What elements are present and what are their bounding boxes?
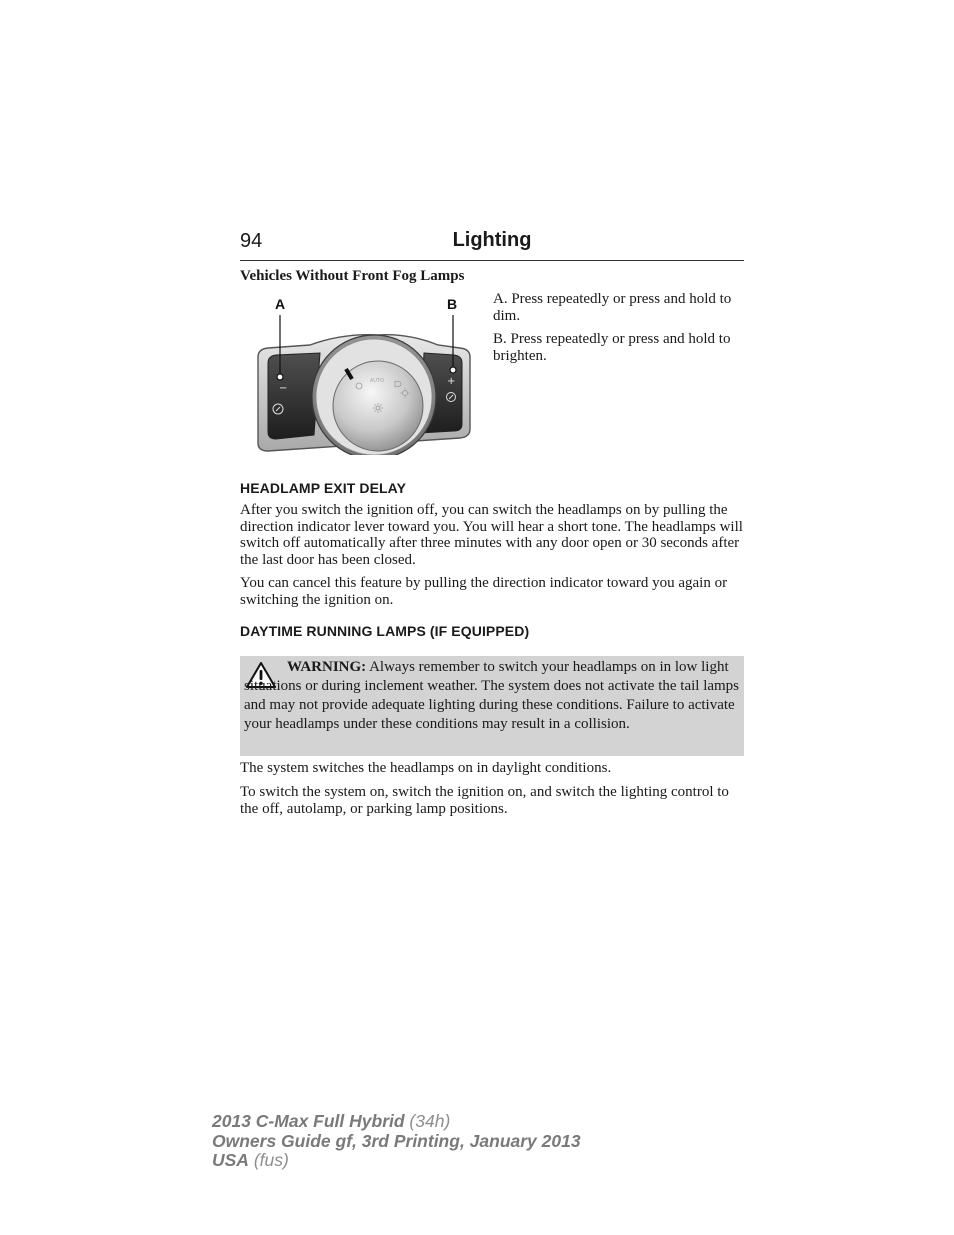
callout-a-text: A. Press repeatedly or press and hold to dim. [493,291,732,324]
paragraph-drl-2: To switch the system on, switch the ignition on, and switch the lighting control to the off, autolamp, or parking lamp positions. [240,784,729,817]
paragraph-exit-delay-2: You can cancel this feature by pulling the direction indicator toward you again or switching the ignition on. [240,575,728,608]
callout-b-text: B. Press repeatedly or press and hold to brighten. [493,331,731,364]
auto-lamp-icon: AUTO [370,378,385,384]
section-title: Lighting [452,229,532,251]
callout-label-b: B [447,296,458,312]
callout-label-a: A [275,296,286,312]
lighting-control-illustration [248,293,476,455]
footer-model: 2013 C-Max Full Hybrid [212,1111,405,1131]
heading-headlamp-exit-delay: HEADLAMP EXIT DELAY [240,480,407,496]
page-header [240,228,744,261]
footer-line-1 [212,1112,581,1132]
warning-label: WARNING: [287,659,367,675]
footer-market-code: (fus) [248,1150,289,1170]
footer-market: USA [212,1150,249,1170]
callout-marker-b [450,367,456,373]
heading-daytime-running-lamps: DAYTIME RUNNING LAMPS (IF EQUIPPED) [240,623,530,639]
callout-marker-a [277,374,283,380]
minus-symbol: − [279,383,288,394]
footer-model-code: (34h) [404,1111,451,1131]
footer-line-2 [212,1132,581,1152]
page-footer [212,1112,581,1171]
figure-callouts [493,291,743,371]
warning-body: Always remember to switch your headlamps on in low light situations or during inclement weather. The system does not activate the tail lamps and may not provide adequate lighting during these conditions. Failure to activate your headlamps under these conditions may result in a collision. [244,659,740,732]
footer-edition: Owners Guide gf, 3rd Printing, January 2013 [212,1130,581,1151]
subsection-heading: Vehicles Without Front Fog Lamps [240,268,465,284]
paragraph-drl-1: The system switches the headlamps on in daylight conditions. [240,760,612,776]
warning-text [244,658,740,734]
headlamp-switch-knob [312,335,436,455]
paragraph-exit-delay-1: After you switch the ignition off, you can switch the headlamps on by pulling the direction indicator lever toward you. You will hear a short tone. The headlamps will switch off automatically after three minutes with any door open or 30 seconds after the last door has been closed. [240,502,743,568]
footer-line-3 [212,1151,581,1171]
page-number: 94 [240,230,263,252]
warning-box [240,656,744,756]
plus-symbol: + [447,376,456,387]
